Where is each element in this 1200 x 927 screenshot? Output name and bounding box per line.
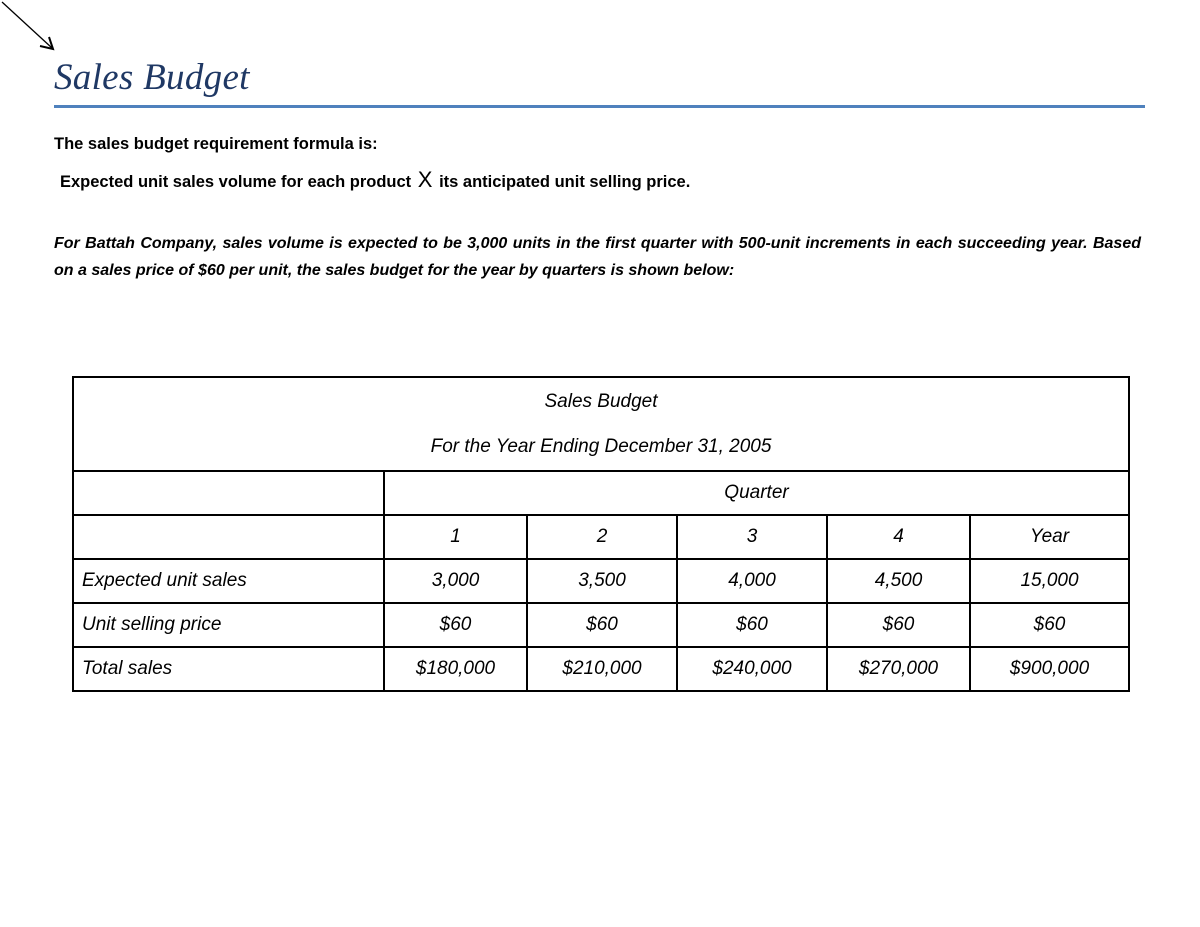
table-cell: $210,000	[527, 647, 677, 691]
table-cell: $60	[527, 603, 677, 647]
column-header: 1	[384, 515, 527, 559]
quarter-group-header: Quarter	[384, 471, 1129, 515]
table-header-row	[73, 377, 1129, 471]
table-cell: $60	[827, 603, 970, 647]
table-cell: $240,000	[677, 647, 827, 691]
table-row	[73, 559, 1129, 603]
row-label: Expected unit sales	[73, 559, 384, 603]
column-header: 2	[527, 515, 677, 559]
table-corner-cell	[73, 471, 384, 515]
table-group-row	[73, 471, 1129, 515]
page-title: Sales Budget	[54, 57, 250, 98]
table-cell: 4,500	[827, 559, 970, 603]
title-divider	[54, 105, 1145, 108]
table-cell: $60	[384, 603, 527, 647]
formula-line	[60, 167, 690, 193]
arrow-cursor-icon	[0, 0, 60, 60]
table-cell: $60	[970, 603, 1129, 647]
table-cell: 3,500	[527, 559, 677, 603]
table-cell: $180,000	[384, 647, 527, 691]
table-cell: 15,000	[970, 559, 1129, 603]
row-label: Total sales	[73, 647, 384, 691]
table-subtitle: For the Year Ending December 31, 2005	[430, 436, 772, 457]
column-header: 4	[827, 515, 970, 559]
table-title: Sales Budget	[544, 391, 658, 412]
formula-intro: The sales budget requirement formula is:	[54, 135, 378, 153]
table-row	[73, 647, 1129, 691]
table-cell: $900,000	[970, 647, 1129, 691]
table-cell: 3,000	[384, 559, 527, 603]
multiply-operator: X	[417, 167, 433, 192]
description-paragraph: For Battah Company, sales volume is expected to be 3,000 units in the first quarter with 500-unit increments in each succeeding year. Based on a sales price of $60 per unit, the sales budget for the year by quarters is shown below:	[54, 235, 1141, 279]
table-cell: $270,000	[827, 647, 970, 691]
formula-left: Expected unit sales volume for each product	[60, 173, 412, 191]
row-label: Unit selling price	[73, 603, 384, 647]
sales-budget-table	[72, 376, 1130, 692]
table-header	[73, 377, 1129, 471]
table-cell: 4,000	[677, 559, 827, 603]
table-cell: $60	[677, 603, 827, 647]
formula-right: its anticipated unit selling price.	[439, 173, 691, 191]
column-header: 3	[677, 515, 827, 559]
column-header: Year	[970, 515, 1129, 559]
table-row	[73, 603, 1129, 647]
table-corner-cell	[73, 515, 384, 559]
table-column-row	[73, 515, 1129, 559]
